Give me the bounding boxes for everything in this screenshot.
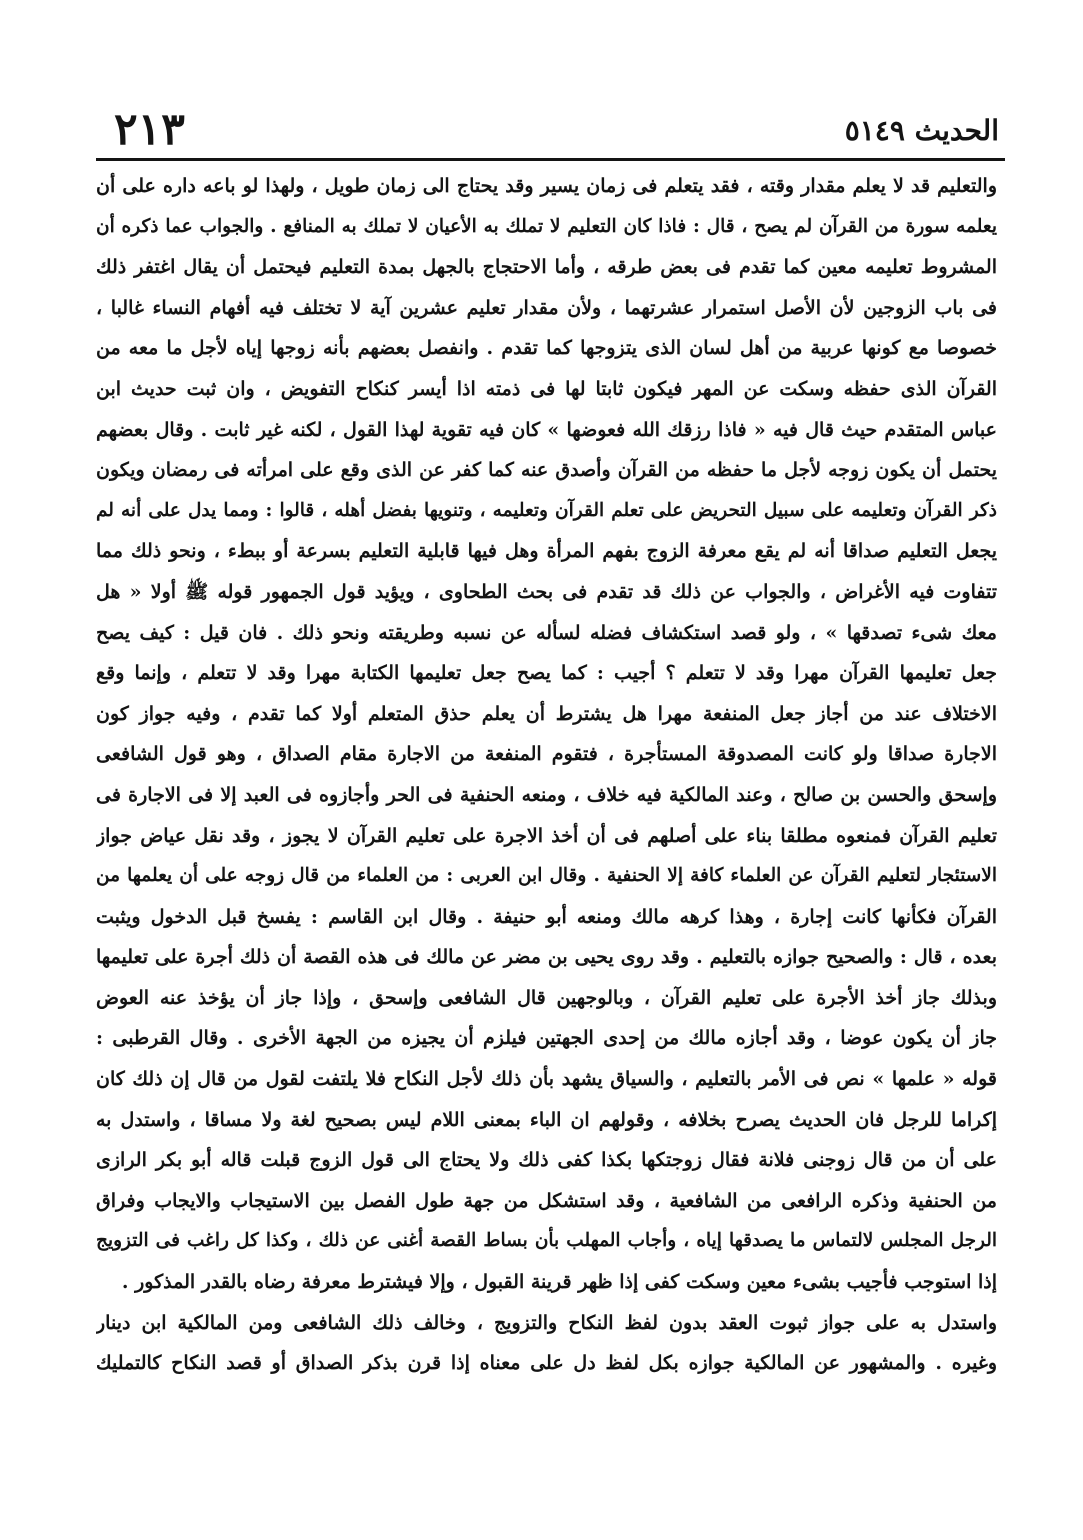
text-line: تعليم القرآن فمنعوه مطلقا بناء على أصلهم فى أن أخذ الاجرة على تعليم القرآن لا يجوز ، وقد نقل عياض جواز xyxy=(96,824,997,847)
text-line: واستدل به على جواز ثبوت العقد بدون لفظ النكاح والتزويج ، وخالف ذلك الشافعى ومن المالكية ابن دينار xyxy=(96,1311,997,1334)
body-text xyxy=(96,166,997,1384)
text-line: إكراما للرجل فان الحديث يصرح بخلافه ، وقولهم ان الباء بمعنى اللام ليس بصحيح لغة ولا مساقا ، واستدل به xyxy=(96,1108,997,1131)
text-line: جاز أن يكون عوضا ، وقد أجازه مالك من إحدى الجهتين فيلزم أن يجيزه من الجهة الأخرى . وقال القرطبى : xyxy=(96,1027,997,1050)
text-line: الاجارة صداقا ولو كانت المصدوقة المستأجرة ، فتقوم المنفعة من الاجارة مقام الصداق ، وهو قول الشافعى xyxy=(96,743,997,766)
text-line: الاختلاف عند من أجاز جعل المنفعة مهرا هل يشترط أن يعلم حذق المتعلم أولا كما تقدم ، وفيه جواز كون xyxy=(96,702,997,725)
text-line: فى باب الزوجين لأن الأصل استمرار عشرتهما ، ولأن مقدار تعليم عشرين آية لا تختلف فيه أفهام النساء غالبا ، xyxy=(96,296,997,319)
page-header xyxy=(96,104,1005,158)
header-rule xyxy=(96,158,1005,161)
text-line: القرآن الذى حفظه وسكت عن المهر فيكون ثابتا لها فى ذمته اذا أيسر كنكاح التفويض ، وان ثبت حديث ابن xyxy=(96,377,997,400)
hadith-number: الحديث ٥١٤٩ xyxy=(844,114,999,147)
text-line: الرجل المجلس لالتماس ما يصدقها إياه ، وأجاب المهلب بأن بساط القصة أغنى عن ذلك ، وكذا كل راغب فى التزويج xyxy=(96,1230,997,1252)
text-line: تتفاوت فيه الأغراض ، والجواب عن ذلك قد تقدم فى بحث الطحاوى ، ويؤيد قول الجمهور قوله ﷺ أولا « هل xyxy=(96,580,997,603)
text-line: القرآن فكأنها كانت إجارة ، وهذا كرهه مالك ومنعه أبو حنيفة . وقال ابن القاسم : يفسخ قبل الدخول ويثبت xyxy=(96,905,997,928)
text-line: وإسحق والحسن بن صالح ، وعند المالكية فيه خلاف ، ومنعه الحنفية فى الحر وأجازوه فى العبد إلا فى الاجارة فى xyxy=(96,783,997,806)
text-line: إذا استوجب فأجيب بشىء معين وسكت كفى إذا ظهر قرينة القبول ، وإلا فيشترط معرفة رضاه بالقدر المذكور . xyxy=(121,1271,997,1294)
text-line: ذكر القرآن وتعليمه على سبيل التحريض على تعلم القرآن وتعليمه ، وتنويها بفضل أهله ، قالوا : ومما يدل على أنه لم xyxy=(96,499,997,521)
text-line: المشروط تعليمه معين كما تقدم فى بعض طرقه ، وأما الاحتجاج بالجهل بمدة التعليم فيحتمل أن يقال اغتفر ذلك xyxy=(96,256,997,279)
text-line: على أن من قال زوجنى فلانة فقال زوجتكها بكذا كفى ذلك ولا يحتاج الى قول الزوج قبلت قاله أبو بكر الرازى xyxy=(96,1149,997,1172)
text-line: عباس المتقدم حيث قال فيه « فاذا رزقك الله فعوضها » كان فيه تقوية لهذا القول ، لكنه غير ثابت . وقال بعضهم xyxy=(96,418,997,441)
text-line: معك شىء تصدقها » ، ولو قصد استكشاف فضله لسأله عن نسبه وطريقته ونحو ذلك . فان قيل : كيف يصح xyxy=(96,621,997,644)
text-line: وغيره . والمشهور عن المالكية جوازه بكل لفظ دل على معناه إذا قرن بذكر الصداق أو قصد النكاح كالتمليك xyxy=(96,1352,997,1375)
text-line: خصوصا مع كونها عربية من أهل لسان الذى يتزوجها كما تقدم . وانفصل بعضهم بأنه زوجها إياه لأجل ما معه من xyxy=(96,337,997,360)
text-line: والتعليم قد لا يعلم مقدار وقته ، فقد يتعلم فى زمان يسير وقد يحتاج الى زمان طويل ، ولهذا لو باعه داره على أن xyxy=(96,175,997,197)
text-line: يحتمل أن يكون زوجه لأجل ما حفظه من القرآن وأصدق عنه كما كفر عن الذى وقع على امرأته فى رمضان ويكون xyxy=(96,459,997,482)
text-line: جعل تعليمها القرآن مهرا وقد لا تتعلم ؟ أجيب : كما يصح جعل تعليمها الكتابة مهرا وقد لا تتعلم ، وإنما وقع xyxy=(96,662,997,685)
text-line: قوله « علمها » نص فى الأمر بالتعليم ، والسياق يشهد بأن ذلك لأجل النكاح فلا يلتفت لقول من قال إن ذلك كان xyxy=(96,1068,997,1091)
text-line: يجعل التعليم صداقا أنه لم يقع معرفة الزوج بفهم المرأة وهل فيها قابلية التعليم بسرعة أو ببطء ، ونحو ذلك مما xyxy=(96,540,997,563)
page-number: ٢١٣ xyxy=(114,104,185,155)
text-line: وبذلك جاز أخذ الأجرة على تعليم القرآن ، وبالوجهين قال الشافعى وإسحق ، وإذا جاز أن يؤخذ عنه العوض xyxy=(96,986,997,1009)
text-line: يعلمه سورة من القرآن لم يصح ، قال : فاذا كان التعليم لا تملك به الأعيان لا تملك به المنافع . والجواب عما ذكره أن xyxy=(96,215,997,237)
text-line: الاستئجار لتعليم القرآن عن العلماء كافة إلا الحنفية . وقال ابن العربى : من العلماء من قال زوجه على أن يعلمها من xyxy=(96,865,997,887)
text-line: بعده ، قال : والصحيح جوازه بالتعليم . وقد روى يحيى بن مضر عن مالك فى هذه القصة أن ذلك أجرة على تعليمها xyxy=(96,946,997,969)
text-line: من الحنفية وذكره الرافعى من الشافعية ، وقد استشكل من جهة طول الفصل بين الاستيجاب والايجاب وفراق xyxy=(96,1189,997,1212)
